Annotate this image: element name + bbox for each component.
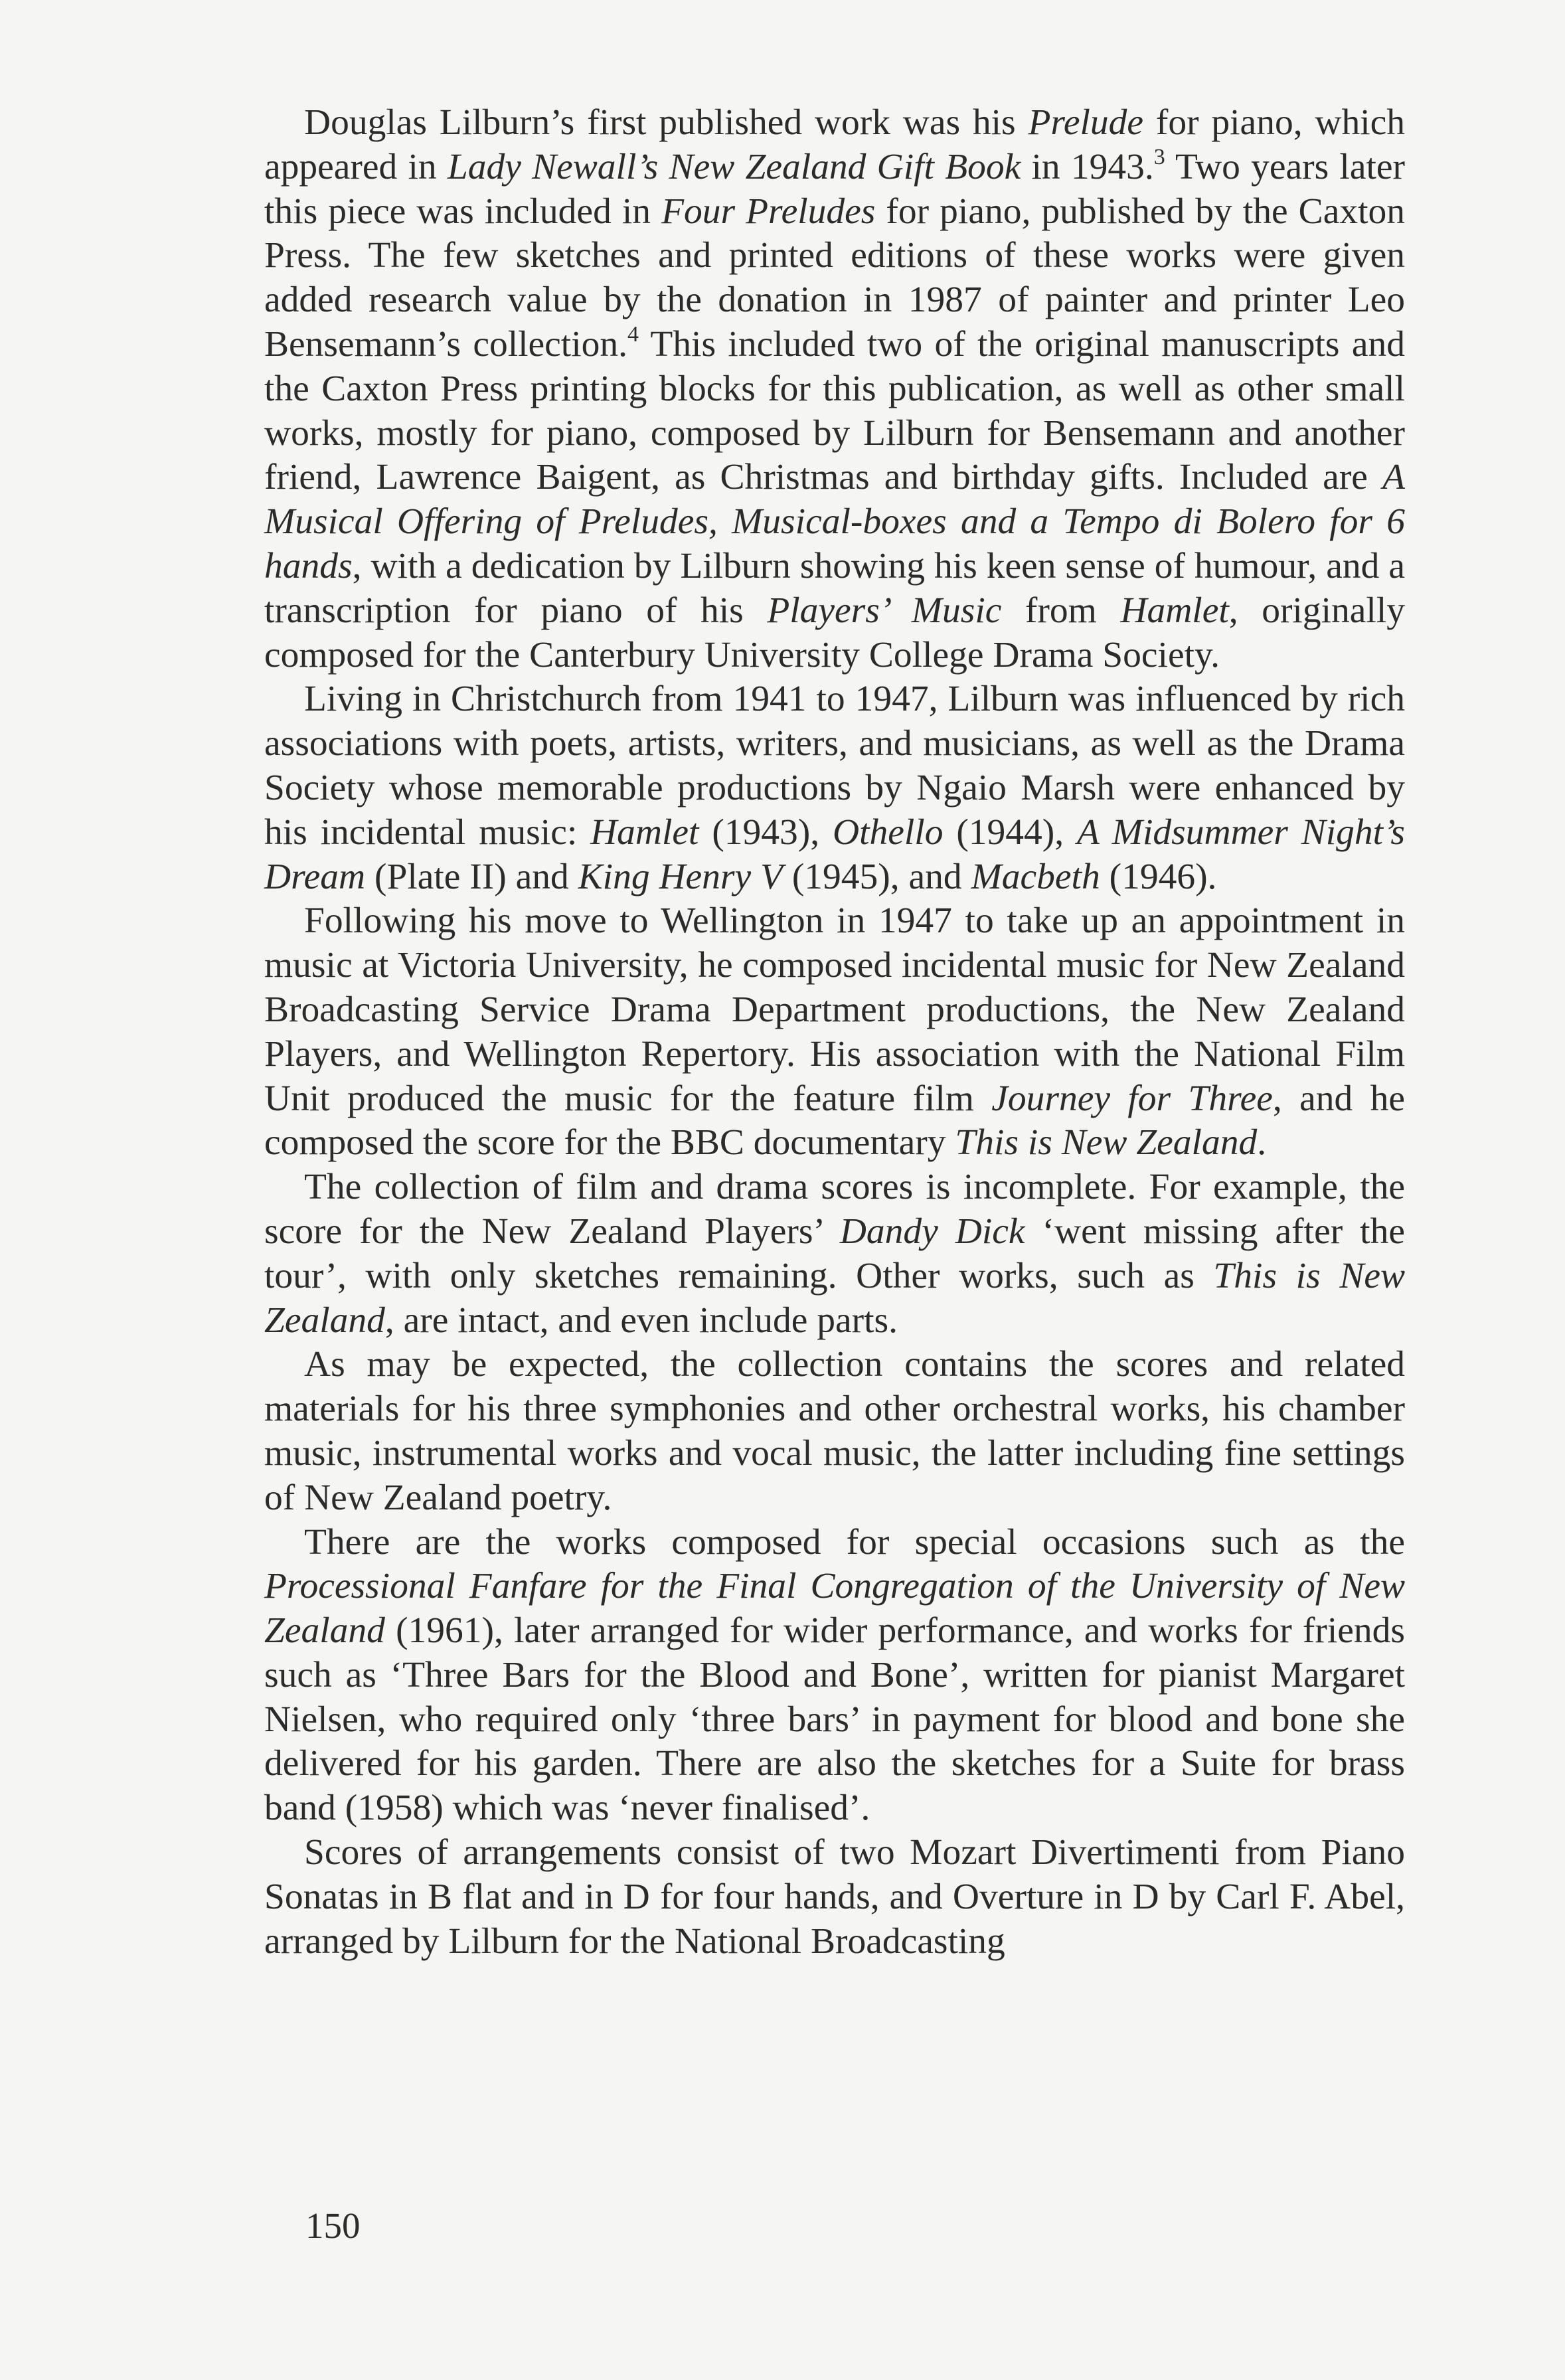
italic-title: This is New Zealand — [955, 1122, 1258, 1163]
text-run: . — [1257, 1122, 1267, 1163]
text-run: , with a dedication by Lilburn showing his keen sense of humour, and a transcription for piano of his — [264, 545, 1405, 631]
footnote-ref: 3 — [1153, 144, 1165, 169]
body-text — [264, 101, 1405, 1964]
italic-title: Players’ Music — [767, 590, 1002, 631]
footnote-ref: 4 — [627, 321, 639, 347]
italic-title: King Henry V — [578, 856, 783, 897]
text-run: (1944), — [943, 811, 1077, 853]
text-run: for piano, which appeared in — [264, 102, 1405, 187]
italic-title: A Midsummer Night’s Dream — [264, 811, 1405, 897]
italic-title: Othello — [833, 811, 944, 853]
text-run: from — [1001, 590, 1121, 631]
italic-title: This is New Zealand — [264, 1255, 1405, 1341]
italic-title: Macbeth — [971, 856, 1100, 897]
italic-title: Hamlet — [1120, 590, 1229, 631]
text-run: ‘went missing after the tour’, with only sketches remaining. Other works, such as — [264, 1211, 1405, 1296]
text-run: Following his move to Wellington in 1947 to take up an appointment in music at Victoria University, he composed incidental music for New Zealand Broadcasting Service Drama Department productions, the New Zealand Players, and Wellington Repertory. His association with the National Film Unit produced the music for the feature film — [264, 900, 1405, 1119]
text-run: This included two of the original manuscripts and the Caxton Press printing blocks for this publication, as well as other small works, mostly for piano, composed by Lilburn for Bensemann and another friend, Lawrence Baigent, as Christmas and birthday gifts. Included are — [264, 323, 1405, 498]
text-run: There are the works composed for special occasions such as the — [304, 1521, 1405, 1563]
text-run: Douglas Lilburn’s first published work was his — [304, 102, 1029, 143]
page-number: 150 — [305, 2205, 361, 2246]
paragraph — [264, 1165, 1405, 1343]
text-run: As may be expected, the collection contains the scores and related materials for his three symphonies and other orchestral works, his chamber music, instrumental works and vocal music, the latter including fine settings of New Zealand poetry. — [264, 1344, 1405, 1518]
paragraph — [264, 677, 1405, 899]
italic-title: Processional Fanfare for the Final Congregation of the University of New Zealand — [264, 1566, 1405, 1652]
text-run: (Plate II) and — [365, 856, 578, 897]
paragraph — [264, 899, 1405, 1165]
text-run: in 1943. — [1021, 146, 1154, 187]
text-run: Living in Christchurch from 1941 to 1947, Lilburn was influenced by rich associations with poets, artists, writers, and musicians, as well as the Drama Society whose memorable productions by Ngaio Marsh were enhanced by his incidental music: — [264, 679, 1405, 853]
text-run: , originally composed for the Canterbury University College Drama Society. — [264, 590, 1405, 675]
text-run: (1943), — [699, 811, 833, 853]
italic-title: Journey for Three — [991, 1078, 1273, 1119]
paragraph — [264, 1521, 1405, 1831]
italic-title: A Musical Offering of Preludes, Musical-boxes and a Tempo di Bolero for 6 hands — [264, 457, 1405, 586]
italic-title: Hamlet — [590, 811, 699, 853]
text-run: The collection of film and drama scores is incomplete. For example, the score for the New Zealand Players’ — [264, 1167, 1405, 1252]
text-run: (1946). — [1100, 856, 1217, 897]
paragraph — [264, 1831, 1405, 1964]
text-run: Two years later this piece was included in — [264, 146, 1405, 232]
text-run: (1961), later arranged for wider performance, and works for friends such as ‘Three Bars for the Blood and Bone’, written for pianist Margaret Nielsen, who required only ‘three bars’ in payment for blood and bone she delivered for his garden. There are also the sketches for a Suite for brass band (1958) which was ‘never finalised’. — [264, 1610, 1405, 1829]
paragraph — [264, 1343, 1405, 1520]
italic-title: Four Preludes — [661, 191, 876, 232]
text-run: , and he composed the score for the BBC documentary — [264, 1078, 1405, 1163]
italic-title: Dandy Dick — [839, 1211, 1025, 1252]
italic-title: Lady Newall’s New Zealand Gift Book — [447, 146, 1021, 187]
italic-title: Prelude — [1028, 102, 1144, 143]
text-run: , are intact, and even include parts. — [384, 1300, 898, 1341]
paragraph — [264, 101, 1405, 677]
text-run: Scores of arrangements consist of two Mozart Divertimenti from Piano Sonatas in B flat and in D for four hands, and Overture in D by Carl F. Abel, arranged by Lilburn for the National Broadcasting — [264, 1832, 1405, 1962]
text-run: for piano, published by the Caxton Press. The few sketches and printed editions of these works were given added research value by the donation in 1987 of painter and printer Leo Bensemann’s collection. — [264, 191, 1405, 365]
text-run: (1945), and — [782, 856, 971, 897]
